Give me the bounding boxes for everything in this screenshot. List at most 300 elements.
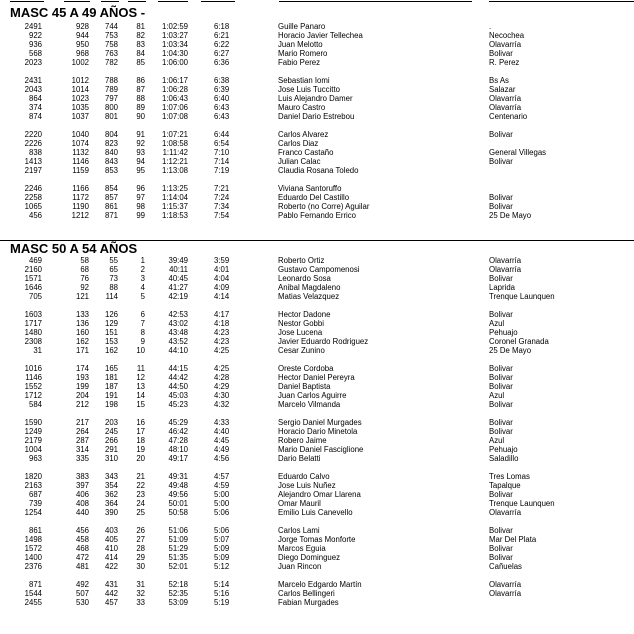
- result-row: [0, 562, 634, 571]
- general-position: 1040: [71, 130, 89, 139]
- result-row: [0, 112, 634, 121]
- bib-number: 568: [28, 49, 42, 58]
- gender-position: 191: [104, 391, 118, 400]
- category-position: 8: [140, 328, 145, 337]
- city: Tres Lomas: [489, 472, 530, 481]
- pace: 6:43: [214, 103, 230, 112]
- city: Centenario: [489, 112, 528, 121]
- gender-position: 797: [104, 94, 118, 103]
- gender-position: 431: [104, 580, 118, 589]
- runner-name: Marcelo Edgardo Martín: [278, 580, 362, 589]
- runner-name: Omar Mauril: [278, 499, 321, 508]
- net-time: 49:56: [168, 490, 188, 499]
- general-position: 456: [75, 526, 89, 535]
- category-position: 18: [136, 436, 145, 445]
- category-position: 9: [140, 337, 145, 346]
- bib-number: 2043: [24, 85, 42, 94]
- net-time: 40:45: [168, 274, 188, 283]
- pace: 4:25: [214, 364, 230, 373]
- category-position: 12: [136, 373, 145, 382]
- bib-number: 2163: [24, 481, 42, 490]
- category-position: 24: [136, 499, 145, 508]
- runner-name: Horacio Dario Minetola: [278, 427, 358, 436]
- result-row: [0, 472, 634, 481]
- gender-position: 782: [104, 58, 118, 67]
- result-row: [0, 292, 634, 301]
- pace: 5:07: [214, 535, 230, 544]
- general-position: 950: [75, 40, 89, 49]
- net-time: 51:09: [168, 535, 188, 544]
- bib-number: 2246: [24, 184, 42, 193]
- general-position: 160: [75, 328, 89, 337]
- pace: 6:44: [214, 130, 230, 139]
- category-position: 19: [136, 445, 145, 454]
- gender-position: 354: [104, 481, 118, 490]
- result-row: [0, 535, 634, 544]
- runner-name: Dario Belatti: [278, 454, 321, 463]
- runner-name: Marcelo Vilmanda: [278, 400, 341, 409]
- pace: 7:24: [214, 193, 230, 202]
- category-position: 92: [136, 139, 145, 148]
- net-time: 44:42: [168, 373, 188, 382]
- bib-number: 2160: [24, 265, 42, 274]
- pace: 6:36: [214, 58, 230, 67]
- result-row: [0, 490, 634, 499]
- runner-name: Oreste Cordoba: [278, 364, 334, 373]
- general-position: 458: [75, 535, 89, 544]
- general-position: 440: [75, 508, 89, 517]
- pace: 4:49: [214, 445, 230, 454]
- category-position: 87: [136, 85, 145, 94]
- pace: 6:27: [214, 49, 230, 58]
- general-position: 335: [75, 454, 89, 463]
- category-position: 21: [136, 472, 145, 481]
- city: Salazar: [489, 85, 516, 94]
- result-row: [0, 436, 634, 445]
- bib-number: 456: [28, 211, 42, 220]
- category-position: 30: [136, 562, 145, 571]
- gender-position: 789: [104, 85, 118, 94]
- city: Bolivar: [489, 526, 513, 535]
- city: Bolivar: [489, 202, 513, 211]
- pace: 6:39: [214, 85, 230, 94]
- category-position: 88: [136, 94, 145, 103]
- bib-number: 31: [33, 346, 42, 355]
- category-position: 4: [140, 283, 145, 292]
- city: Bolivar: [489, 310, 513, 319]
- gender-position: 403: [104, 526, 118, 535]
- category-position: 89: [136, 103, 145, 112]
- net-time: 45:29: [168, 418, 188, 427]
- pace: 7:54: [214, 211, 230, 220]
- net-time: 1:07:06: [161, 103, 188, 112]
- runner-name: Mauro Castro: [278, 103, 326, 112]
- pace: 5:06: [214, 526, 230, 535]
- city: 25 De Mayo: [489, 346, 532, 355]
- result-row: [0, 553, 634, 562]
- category-position: 31: [136, 580, 145, 589]
- category-position: 93: [136, 148, 145, 157]
- city: Olavarría: [489, 580, 522, 589]
- city: Bolivar: [489, 544, 513, 553]
- bib-number: 2220: [24, 130, 42, 139]
- net-time: 1:04:30: [161, 49, 188, 58]
- runner-name: Carlos Alvarez: [278, 130, 329, 139]
- category-position: 25: [136, 508, 145, 517]
- general-position: 406: [75, 490, 89, 499]
- pace: 3:59: [214, 256, 230, 265]
- result-row: [0, 427, 634, 436]
- category-position: 2: [140, 265, 145, 274]
- net-time: 1:06:17: [161, 76, 188, 85]
- bib-number: 1552: [24, 382, 42, 391]
- general-position: 1074: [71, 139, 89, 148]
- category-position: 5: [140, 292, 145, 301]
- pace: 4:45: [214, 436, 230, 445]
- category-position: 82: [136, 31, 145, 40]
- gender-position: 181: [104, 373, 118, 382]
- result-row: [0, 454, 634, 463]
- column-header-rule: [489, 1, 634, 2]
- net-time: 42:19: [168, 292, 188, 301]
- runner-name: Eduardo Calvo: [278, 472, 330, 481]
- category-position: 33: [136, 598, 145, 607]
- runner-name: Fabio Perez: [278, 58, 321, 67]
- runner-name: Viviana Santoruffo: [278, 184, 342, 193]
- pace: 4:30: [214, 391, 230, 400]
- net-time: 49:17: [168, 454, 188, 463]
- net-time: 49:31: [168, 472, 188, 481]
- category-position: 11: [136, 364, 145, 373]
- net-time: 51:06: [168, 526, 188, 535]
- result-row: [0, 166, 634, 175]
- net-time: 43:02: [168, 319, 188, 328]
- gender-position: 823: [104, 139, 118, 148]
- bib-number: 469: [28, 256, 42, 265]
- net-time: 51:29: [168, 544, 188, 553]
- net-time: 48:10: [168, 445, 188, 454]
- category-position: 85: [136, 58, 145, 67]
- result-row: [0, 328, 634, 337]
- pace: 5:09: [214, 544, 230, 553]
- bib-number: 2197: [24, 166, 42, 175]
- result-row: [0, 139, 634, 148]
- runner-name: Alejandro Omar Llarena: [278, 490, 361, 499]
- result-row: [0, 382, 634, 391]
- category-position: 26: [136, 526, 145, 535]
- gender-position: 362: [104, 490, 118, 499]
- bib-number: 1712: [24, 391, 42, 400]
- runner-name: Fabian Murgades: [278, 598, 339, 607]
- gender-position: 871: [104, 211, 118, 220]
- general-position: 193: [75, 373, 89, 382]
- net-time: 39:49: [168, 256, 188, 265]
- bib-number: 936: [28, 40, 42, 49]
- result-row: [0, 346, 634, 355]
- pace: 4:57: [214, 472, 230, 481]
- result-row: [0, 31, 634, 40]
- gender-position: 364: [104, 499, 118, 508]
- general-position: 1132: [72, 148, 89, 157]
- runner-name: Juan Carlos Aguirre: [278, 391, 347, 400]
- category-position: 32: [136, 589, 145, 598]
- runner-name: Carlos Bellingeri: [278, 589, 335, 598]
- pace: 7:19: [214, 166, 230, 175]
- result-row: [0, 373, 634, 382]
- general-position: 171: [75, 346, 89, 355]
- bib-number: 1249: [24, 427, 42, 436]
- city: R. Perez: [489, 58, 520, 67]
- net-time: 41:27: [168, 283, 188, 292]
- gender-position: 343: [104, 472, 118, 481]
- bib-number: 1646: [24, 283, 42, 292]
- gender-position: 162: [104, 346, 118, 355]
- net-time: 1:15:37: [161, 202, 188, 211]
- bib-number: 2491: [24, 22, 42, 31]
- bib-number: 1498: [24, 535, 42, 544]
- general-position: 1166: [72, 184, 89, 193]
- city: Bolivar: [489, 364, 513, 373]
- net-time: 51:35: [168, 553, 188, 562]
- city: Bolivar: [489, 49, 513, 58]
- gender-position: 151: [104, 328, 118, 337]
- net-time: 1:07:08: [161, 112, 188, 121]
- runner-name: Matias Velazquez: [278, 292, 340, 301]
- pace: 5:00: [214, 490, 230, 499]
- bib-number: 2258: [24, 193, 42, 202]
- city: Olavarría: [489, 40, 522, 49]
- pace: 6:22: [214, 40, 230, 49]
- gender-position: 390: [104, 508, 118, 517]
- city: Olavarría: [489, 256, 522, 265]
- net-time: 1:08:58: [161, 139, 188, 148]
- net-time: 1:18:53: [161, 211, 188, 220]
- pace: 4:29: [214, 382, 230, 391]
- bib-number: 687: [28, 490, 42, 499]
- gender-position: 843: [104, 157, 118, 166]
- pace: 4:18: [214, 319, 230, 328]
- gender-position: 801: [104, 112, 118, 121]
- gender-position: 744: [104, 22, 118, 31]
- net-time: 1:13:25: [161, 184, 188, 193]
- city: Bolivar: [489, 193, 513, 202]
- city: Olavarría: [489, 508, 522, 517]
- pace: 4:14: [214, 292, 230, 301]
- runner-name: Anibal Magdaleno: [278, 283, 341, 292]
- net-time: 1:06:00: [161, 58, 188, 67]
- runner-name: Jose Luis Tuccitto: [278, 85, 340, 94]
- city: Trenque Launquen: [489, 499, 555, 508]
- bib-number: 584: [28, 400, 42, 409]
- pace: 7:10: [214, 148, 230, 157]
- result-row: [0, 580, 634, 589]
- bib-number: 2376: [24, 562, 42, 571]
- pace: 6:43: [214, 112, 230, 121]
- general-position: 968: [75, 49, 89, 58]
- bib-number: 2226: [24, 139, 42, 148]
- result-row: [0, 265, 634, 274]
- bib-number: 963: [28, 454, 42, 463]
- result-row: [0, 364, 634, 373]
- runner-name: Diego Dominguez: [278, 553, 340, 562]
- result-row: [0, 202, 634, 211]
- category-position: 13: [136, 382, 145, 391]
- pace: 5:09: [214, 553, 230, 562]
- runner-name: Jose Lucena: [278, 328, 323, 337]
- net-time: 44:15: [168, 364, 188, 373]
- city: Bolivar: [489, 400, 513, 409]
- column-header-rule: [279, 1, 472, 2]
- result-row: [0, 103, 634, 112]
- runner-name: Jose Luis Nuñez: [278, 481, 336, 490]
- net-time: 52:35: [168, 589, 188, 598]
- net-time: 1:07:21: [161, 130, 188, 139]
- result-row: [0, 589, 634, 598]
- net-time: 43:52: [168, 337, 188, 346]
- gender-position: 114: [105, 292, 118, 301]
- bib-number: 1590: [24, 418, 42, 427]
- runner-name: Hector Dadone: [278, 310, 331, 319]
- runner-name: Juan Rincon: [278, 562, 322, 571]
- gender-position: 763: [104, 49, 118, 58]
- category-position: 16: [136, 418, 145, 427]
- result-row: [0, 526, 634, 535]
- city: Trenque Launquen: [489, 292, 555, 301]
- city: Olavarría: [489, 103, 522, 112]
- bib-number: 374: [28, 103, 42, 112]
- general-position: 944: [75, 31, 89, 40]
- net-time: 53:09: [168, 598, 188, 607]
- net-time: 1:03:34: [161, 40, 188, 49]
- result-row: [0, 310, 634, 319]
- city: Bolivar: [489, 382, 513, 391]
- category-position: 95: [136, 166, 145, 175]
- general-position: 264: [75, 427, 89, 436]
- result-row: [0, 157, 634, 166]
- general-position: 397: [75, 481, 89, 490]
- result-row: [0, 337, 634, 346]
- general-position: 136: [75, 319, 89, 328]
- pace: 4:32: [214, 400, 230, 409]
- category-position: 96: [136, 184, 145, 193]
- bib-number: 1571: [24, 274, 42, 283]
- general-position: 287: [75, 436, 89, 445]
- general-position: 1212: [71, 211, 89, 220]
- gender-position: 758: [104, 40, 118, 49]
- bib-number: 2431: [24, 76, 42, 85]
- runner-name: Daniel Dario Estrebou: [278, 112, 355, 121]
- general-position: 1172: [72, 193, 89, 202]
- bib-number: 838: [28, 148, 42, 157]
- city: Olavarría: [489, 94, 522, 103]
- gender-position: 753: [104, 31, 118, 40]
- bib-number: 739: [28, 499, 42, 508]
- column-header-rule: [158, 1, 188, 2]
- city: Olavarría: [489, 265, 522, 274]
- general-position: 1023: [71, 94, 89, 103]
- category-position: 14: [136, 391, 145, 400]
- pace: 7:14: [214, 157, 230, 166]
- city: Azul: [489, 391, 505, 400]
- runner-name: Roberto Ortiz: [278, 256, 325, 265]
- gender-position: 73: [109, 274, 118, 283]
- runner-name: Roberto (no Corre) Aguilar: [278, 202, 370, 211]
- general-position: 212: [75, 400, 89, 409]
- gender-position: 853: [104, 166, 118, 175]
- category-position: 90: [136, 112, 145, 121]
- bib-number: 1146: [25, 373, 42, 382]
- result-row: [0, 499, 634, 508]
- column-header-rule: [101, 1, 119, 2]
- city: Cañuelas: [489, 562, 522, 571]
- bib-number: 1254: [24, 508, 42, 517]
- city: Saladillo: [489, 454, 519, 463]
- gender-position: 310: [104, 454, 118, 463]
- gender-position: 55: [109, 256, 118, 265]
- general-position: 1035: [71, 103, 89, 112]
- net-time: 1:13:08: [161, 166, 188, 175]
- gender-position: 198: [104, 400, 118, 409]
- gender-position: 88: [109, 283, 118, 292]
- net-time: 49:48: [168, 481, 188, 490]
- pace: 6:38: [214, 76, 230, 85]
- city: Azul: [489, 319, 505, 328]
- bib-number: 864: [28, 94, 42, 103]
- runner-name: Daniel Baptista: [278, 382, 331, 391]
- pace: 4:17: [214, 310, 230, 319]
- result-row: [0, 184, 634, 193]
- runner-name: Leonardo Sosa: [278, 274, 331, 283]
- gender-position: 861: [104, 202, 118, 211]
- result-row: [0, 319, 634, 328]
- bib-number: 1004: [24, 445, 42, 454]
- pace: 5:14: [214, 580, 230, 589]
- general-position: 174: [75, 364, 89, 373]
- bib-number: 1400: [24, 553, 42, 562]
- result-row: [0, 58, 634, 67]
- category-position: 15: [136, 400, 145, 409]
- gender-position: 854: [104, 184, 118, 193]
- general-position: 217: [75, 418, 89, 427]
- result-row: [0, 418, 634, 427]
- net-time: 44:50: [168, 382, 188, 391]
- gender-position: 245: [104, 427, 118, 436]
- pace: 5:16: [214, 589, 230, 598]
- category-position: 29: [136, 553, 145, 562]
- gender-position: 266: [104, 436, 118, 445]
- bib-number: 1717: [24, 319, 42, 328]
- bib-number: 2179: [24, 436, 42, 445]
- column-header-rule: [10, 1, 44, 2]
- general-position: 1014: [71, 85, 89, 94]
- category-position: 22: [136, 481, 145, 490]
- city: Bolivar: [489, 130, 513, 139]
- general-position: 133: [75, 310, 89, 319]
- runner-name: Guille Panaro: [278, 22, 326, 31]
- net-time: 52:01: [168, 562, 188, 571]
- runner-name: Gustavo Campomenosi: [278, 265, 360, 274]
- city: Bolivar: [489, 553, 513, 562]
- gender-position: 203: [104, 418, 118, 427]
- pace: 4:09: [214, 283, 230, 292]
- general-position: 1012: [71, 76, 89, 85]
- general-position: 1159: [72, 166, 89, 175]
- general-position: 530: [75, 598, 89, 607]
- city: Pehuajo: [489, 445, 518, 454]
- general-position: 507: [75, 589, 89, 598]
- result-row: [0, 283, 634, 292]
- category-position: 27: [136, 535, 145, 544]
